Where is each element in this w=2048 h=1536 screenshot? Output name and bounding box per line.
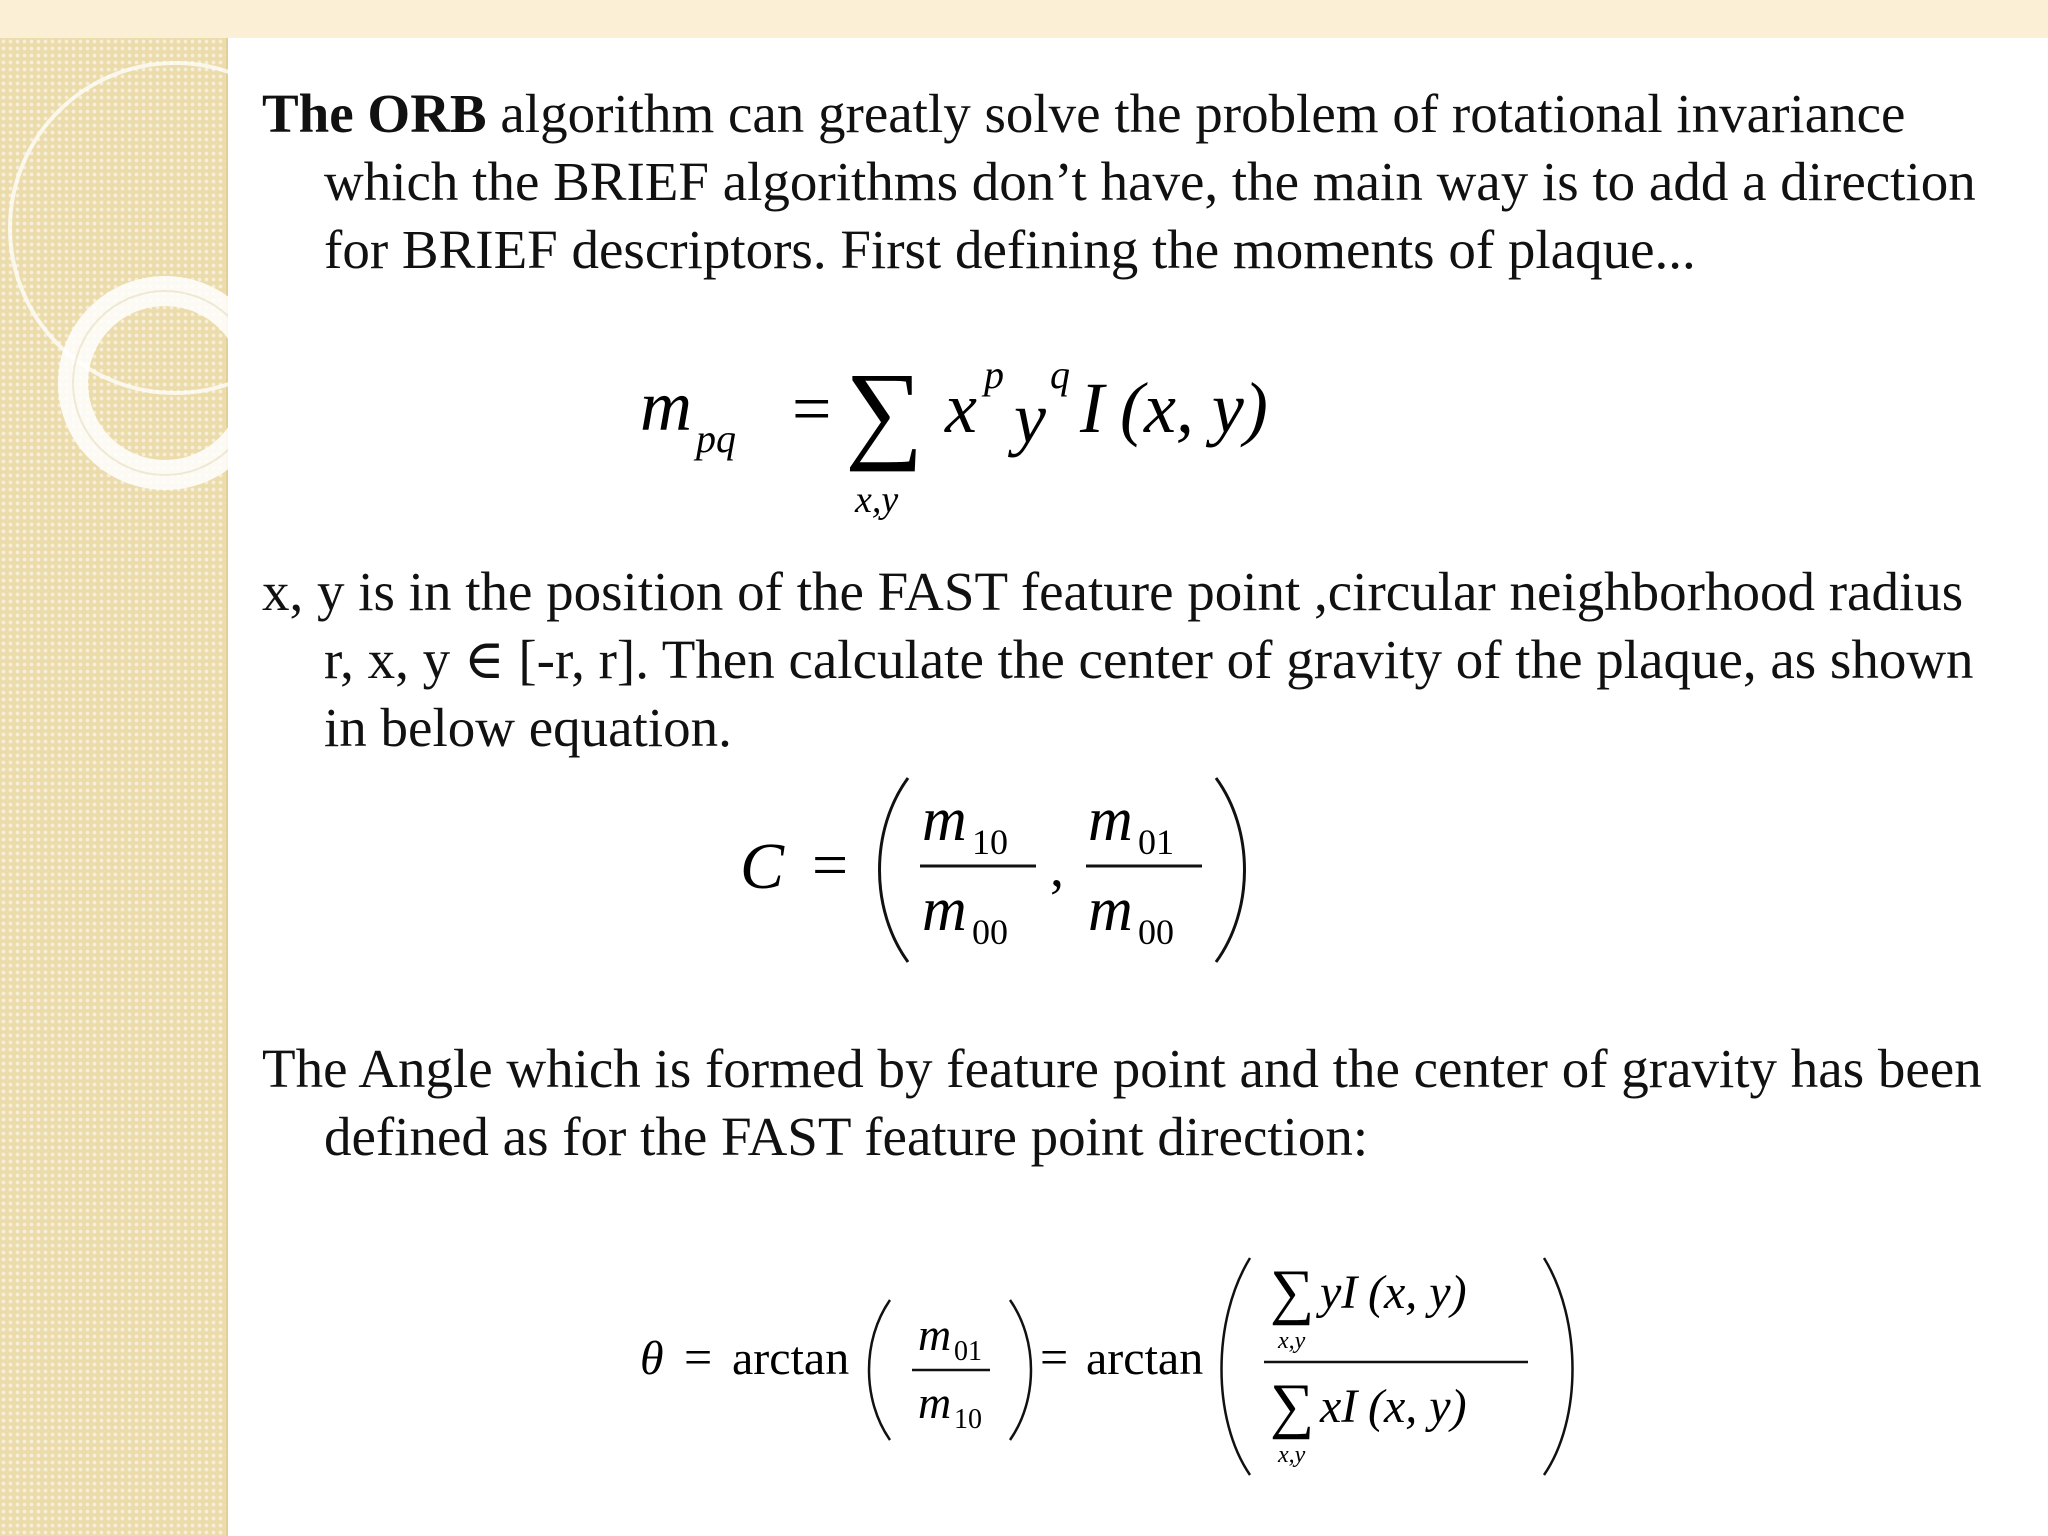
paragraph-text: x, y is in the position of the FAST feature point ,circular neighborhood radius r, x, y ∈ [-r, r]. Then calculate the center of gravity of the plaque, as shown in below equation. — [262, 561, 1974, 758]
eq-theta: θ — [640, 1332, 664, 1385]
left-paren-1 — [869, 1300, 890, 1440]
paragraph-text: algorithm can greatly solve the problem of rotational invariance which the BRIEF algorithms don’t have, the main way is to add a direction for BRIEF descriptors. First defining the moments of plaque... — [324, 83, 1976, 280]
left-paren — [880, 778, 909, 962]
sigma-bottom: ∑ — [1270, 1372, 1315, 1440]
bottom-body: xI — [1320, 1380, 1358, 1433]
eq-equals: = — [792, 371, 832, 448]
eq-lhs-sub: pq — [696, 416, 736, 461]
eq-lhs-var: m — [640, 366, 692, 446]
frac1-den: m — [922, 876, 967, 944]
frac2-num: m — [1088, 786, 1133, 854]
eq-equals: = — [812, 829, 849, 900]
frac1-den-sub: 00 — [972, 912, 1008, 952]
frac2-den-sub: 00 — [1138, 912, 1174, 952]
frac2-den: m — [1088, 876, 1133, 944]
slide-content-3 — [262, 1035, 2002, 1171]
eq-equals-2: = — [1040, 1329, 1069, 1385]
top-args: (x, y) — [1368, 1266, 1467, 1319]
sum-index-bottom: x,y — [1278, 1442, 1306, 1468]
bottom-args: (x, y) — [1368, 1380, 1467, 1433]
sigma-symbol: ∑ — [845, 350, 924, 472]
eq-sup-q: q — [1050, 352, 1070, 397]
eq-y: y — [1014, 378, 1046, 458]
slide-content-2 — [262, 558, 2002, 762]
equation-centroid — [740, 770, 1260, 970]
ring-thick — [73, 291, 228, 475]
equation-angle — [640, 1250, 1580, 1480]
sum-index-top: x,y — [1278, 1328, 1306, 1354]
ring-outer — [10, 63, 228, 393]
eq-arctan: arctan — [732, 1332, 850, 1385]
frac-num: m — [918, 1309, 952, 1360]
paragraph-angle — [262, 1035, 2002, 1171]
sum-index: x,y — [855, 479, 899, 521]
frac2-num-sub: 01 — [1138, 822, 1174, 862]
top-body: yI — [1320, 1266, 1358, 1319]
eq-sup-p: p — [984, 352, 1004, 397]
eq-x: x — [945, 368, 977, 448]
frac1-num: m — [922, 786, 967, 854]
paragraph-fast-position — [262, 558, 2002, 762]
eq-args: (x, y) — [1120, 368, 1268, 448]
right-paren-2 — [1544, 1258, 1573, 1475]
left-paren-2 — [1222, 1258, 1251, 1475]
eq-comma: , — [1050, 837, 1064, 899]
decorative-rings — [0, 38, 228, 558]
sigma-top: ∑ — [1270, 1258, 1315, 1326]
frac-num-sub: 01 — [954, 1336, 982, 1367]
slide-content — [262, 80, 2002, 284]
eq-c: C — [740, 830, 785, 903]
frac1-num-sub: 10 — [972, 822, 1008, 862]
eq-arctan-2: arctan — [1086, 1332, 1204, 1385]
bold-lead: The ORB — [262, 83, 487, 144]
top-banner — [0, 0, 2048, 38]
eq-equals: = — [684, 1329, 713, 1385]
frac-den: m — [918, 1377, 952, 1428]
paragraph-text: The Angle which is formed by feature point and the center of gravity has been defined as for the FAST feature point direction: — [262, 1038, 1982, 1167]
right-paren — [1216, 778, 1245, 962]
paragraph-orb-intro — [262, 80, 2002, 284]
frac-den-sub: 10 — [954, 1404, 982, 1435]
right-paren-1 — [1010, 1300, 1031, 1440]
eq-func-i: I — [1080, 368, 1104, 448]
equation-moment — [630, 340, 1350, 530]
